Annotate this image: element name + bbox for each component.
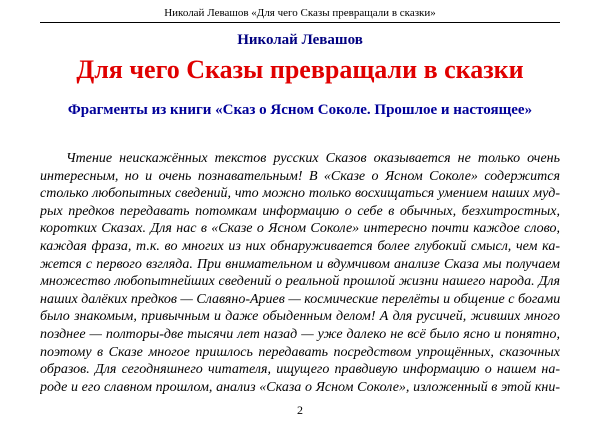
paragraph-line: позднее — полторы-две тысячи лет назад — уже далеко не всё было ясно и понятно, (40, 326, 560, 342)
document-title: Для чего Сказы превращали в сказки (76, 55, 524, 84)
paragraph-line: Чтение неискажённых текстов русских Сказов оказывается не только очень (66, 151, 560, 166)
running-header-text: Николай Левашов «Для чего Сказы превращали в сказки» (164, 7, 436, 19)
body-paragraph (40, 150, 560, 396)
paragraph-line: поэтому в Сказе многое пришлось передавать посредством упрощённых, сказочных (40, 344, 560, 360)
paragraph-line: коротких Сказах. Для нас в «Сказе о Ясном Соколе» интересно почти каждое слово, (40, 221, 560, 237)
author-name: Николай Левашов (237, 32, 363, 48)
paragraph-line: образов. Для сегодняшнего читателя, ищущего правдивую информацию о нашем на- (40, 362, 560, 378)
page-number: 2 (297, 403, 303, 417)
document-subtitle: Фрагменты из книги «Сказ о Ясном Соколе. Прошлое и настоящее» (67, 102, 533, 118)
paragraph-line: роде и его славном прошлом, анализ «Сказа о Ясном Соколе», изложенный в этой кни- (40, 379, 560, 395)
paragraph-line: жется с первого взгляда. При внимательном и вдумчивом анализе Сказа мы получаем (40, 256, 560, 272)
paragraph-line: было знакомым, привычным и даже обыденным делом! А для русичей, живших много (40, 309, 560, 325)
paragraph-line: каждая фраза, т.к. во многих из них обнаруживается более глубокий смысл, чем ка- (40, 238, 560, 254)
paragraph-line: столько любопытных сведений, что можно только восхищаться умением наших муд- (40, 186, 560, 202)
paragraph-line: интересным, но и очень познавательным! В «Сказе о Ясном Соколе» содержится (40, 168, 560, 184)
running-header (40, 6, 560, 23)
paragraph-line: рых предков передавать потомкам информацию о себе в обычных, безхитростных, (40, 203, 560, 219)
paragraph-line: наших далёких предков — Славяно-Ариев — космические перелёты и общение с богами (40, 291, 560, 307)
paragraph-line: множество любопытнейших сведений о реальной прошлой жизни нашего народа. Для (40, 274, 560, 290)
